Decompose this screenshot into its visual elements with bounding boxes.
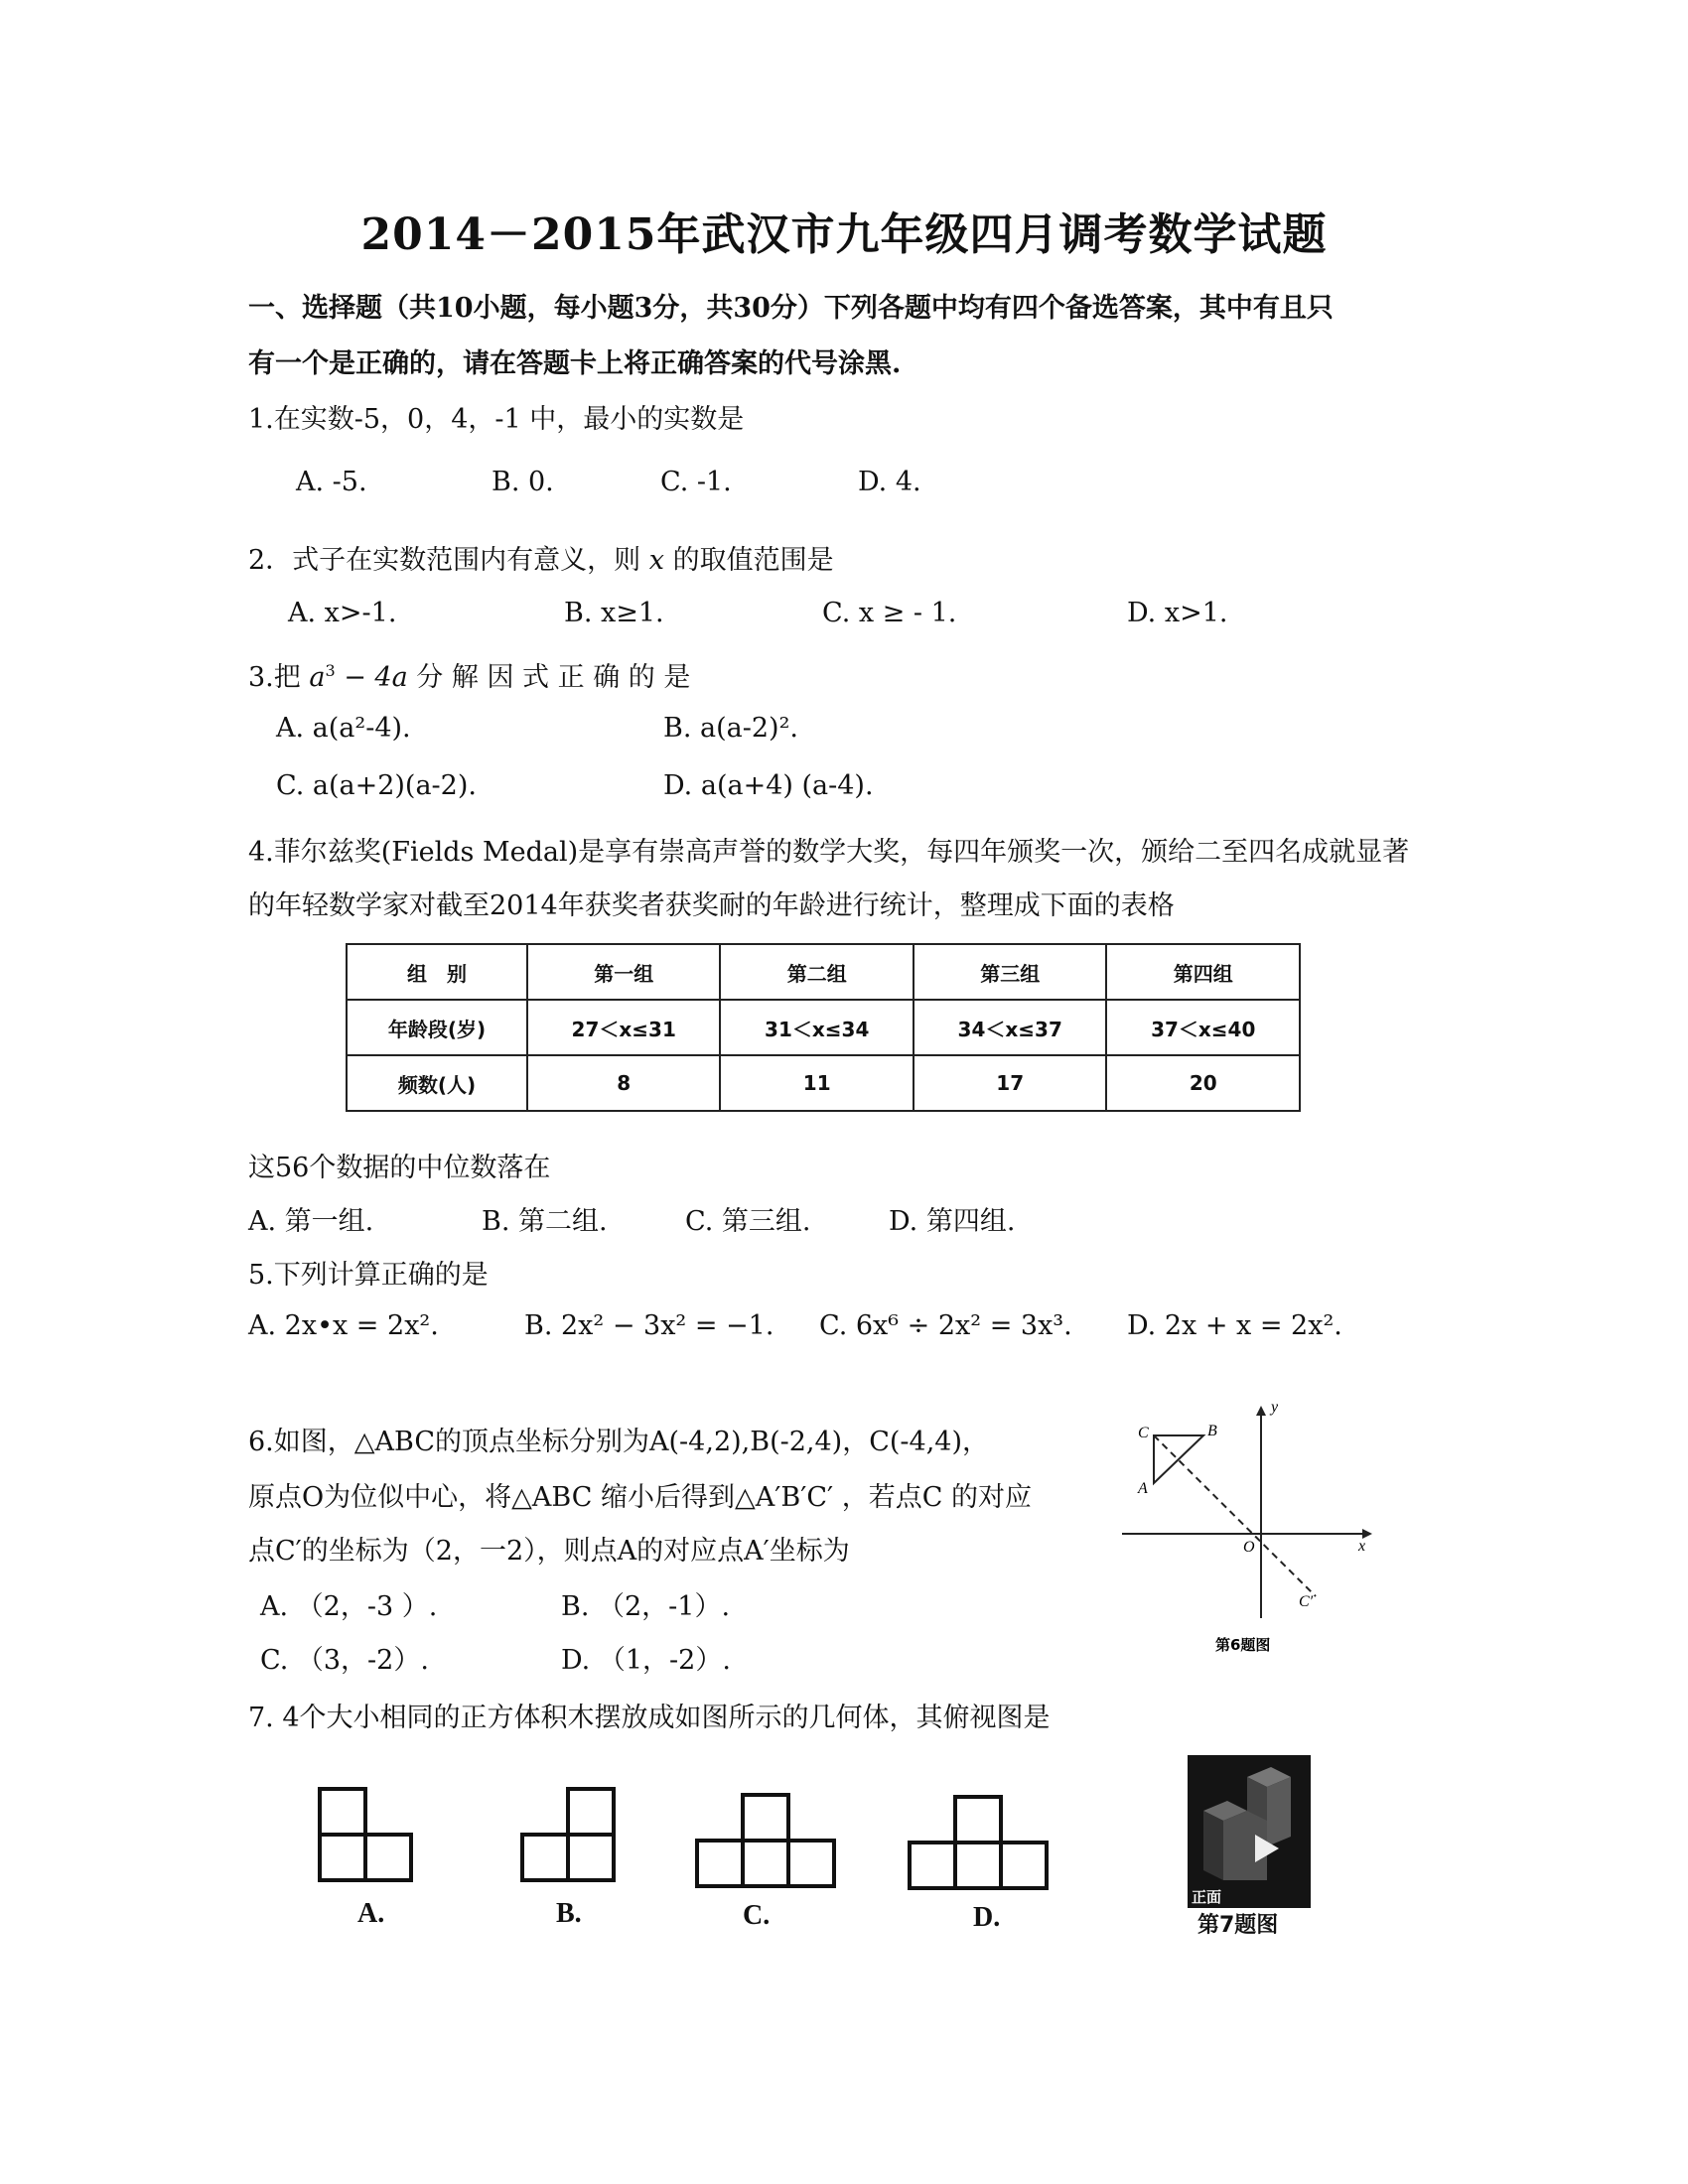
table-cell: 37＜x≤40 [1106, 1000, 1300, 1055]
q4-option-c: C. 第三组. [685, 1206, 811, 1237]
q4-option-a: A. 第一组. [248, 1206, 374, 1237]
q4-line1: 4.菲尔兹奖(Fields Medal)是享有崇高声誉的数学大奖，每四年颁奖一次，颁给二至四名成就显著 [248, 837, 1410, 868]
q5-option-c: C. 6x⁶ ÷ 2x² = 3x³. [819, 1310, 1072, 1341]
label-c-prime: C′ [1299, 1593, 1314, 1610]
label-b: B [1207, 1423, 1217, 1439]
table-cell: 11 [720, 1055, 914, 1111]
cube-square [566, 1787, 616, 1837]
table-cell: 第四组 [1106, 944, 1300, 1000]
q7-option-b-label: B. [556, 1898, 582, 1929]
q3-stem [248, 655, 690, 694]
cube-square [363, 1833, 413, 1882]
q5-option-b: B. 2x² − 3x² = −1. [524, 1310, 774, 1341]
q3-stem-before: 3.把 [248, 662, 310, 693]
q5-option-d: D. 2x + x = 2x². [1127, 1310, 1342, 1341]
front-label: 正面 [1192, 1888, 1222, 1906]
q1-option-b: B. 0. [492, 467, 554, 497]
cube-square [741, 1839, 790, 1888]
cube-square [999, 1841, 1049, 1890]
cube-square [695, 1839, 745, 1888]
table-cell: 组 别 [347, 944, 527, 1000]
frequency-table [346, 943, 1301, 1112]
cube-square [566, 1833, 616, 1882]
cube-square [318, 1787, 367, 1837]
q7-option-c-label: C. [743, 1900, 771, 1931]
q3-stem-after: 分 解 因 式 正 确 的 是 [407, 662, 691, 693]
cube-square [908, 1841, 957, 1890]
q5-stem: 5.下列计算正确的是 [248, 1260, 489, 1291]
q5-option-a: A. 2x•x = 2x². [248, 1310, 439, 1341]
q6-option-c: C. （3，-2）. [260, 1645, 429, 1676]
cube-square [786, 1839, 836, 1888]
triangle-abc [1154, 1435, 1203, 1483]
q3-option-b: B. a(a-2)². [663, 713, 798, 744]
table-cell: 20 [1106, 1055, 1300, 1111]
cube-side [1203, 1811, 1223, 1880]
q6-option-a: A. （2，-3 ）. [260, 1591, 438, 1622]
q1-option-d: D. 4. [858, 467, 921, 497]
q4-option-d: D. 第四组. [889, 1206, 1016, 1237]
section-heading-line2: 有一个是正确的，请在答题卡上将正确答案的代号涂黑. [248, 348, 902, 379]
q7-stem: 7. 4个大小相同的正方体积木摆放成如图所示的几何体，其俯视图是 [248, 1703, 1051, 1733]
q6-line2: 原点O为位似中心，将△ABC 缩小后得到△A′B′C′ ，若点C 的对应 [248, 1482, 1032, 1513]
y-axis-arrow [1256, 1406, 1266, 1416]
q7-figure-caption: 第7题图 [1197, 1913, 1279, 1938]
q2-option-a: A. x>-1. [288, 598, 397, 628]
section-heading-line1: 一、选择题（共10小题，每小题3分，共30分）下列各题中均有四个备选答案，其中有且只 [248, 293, 1334, 324]
cube-square [953, 1841, 1003, 1890]
cube-square [953, 1795, 1003, 1844]
q4-option-b: B. 第二组. [482, 1206, 608, 1237]
q6-figure-caption: 第6题图 [1215, 1636, 1271, 1654]
q7-cube-figure [1188, 1755, 1311, 1908]
q3-expr: a [309, 662, 326, 693]
q1-option-c: C. -1. [660, 467, 732, 497]
q2-option-d: D. x>1. [1127, 598, 1228, 628]
cube-front [1267, 1777, 1291, 1846]
table-cell: 年龄段(岁) [347, 1000, 527, 1055]
q1-option-a: A. -5. [296, 467, 367, 497]
table-cell: 频数(人) [347, 1055, 527, 1111]
q6-line3: 点C′的坐标为（2，一2），则点A的对应点A′坐标为 [248, 1536, 850, 1567]
q7-option-a-label: A. [357, 1898, 385, 1929]
q2-variable: x [648, 545, 664, 576]
q4-line2: 的年轻数学家对截至2014年获奖者获奖耐的年龄进行统计，整理成下面的表格 [248, 890, 1175, 921]
table-cell: 34＜x≤37 [914, 1000, 1107, 1055]
label-origin: O [1243, 1539, 1255, 1556]
q3-expr-sup: 3 [325, 661, 336, 680]
q3-option-c: C. a(a+2)(a-2). [276, 770, 477, 801]
q2-option-b: B. x≥1. [564, 598, 664, 628]
table-row [347, 1055, 1300, 1111]
table-row [347, 1000, 1300, 1055]
q3-option-a: A. a(a²-4). [276, 713, 411, 744]
table-cell: 17 [914, 1055, 1107, 1111]
cube-square [741, 1793, 790, 1843]
q6-coordinate-figure [1112, 1390, 1390, 1678]
table-cell: 第三组 [914, 944, 1107, 1000]
q3-expr-after: − 4a [335, 662, 408, 693]
q3-option-d: D. a(a+4) (a-4). [663, 770, 874, 801]
label-a: A [1138, 1480, 1148, 1497]
table-cell: 第一组 [527, 944, 721, 1000]
q4-line3: 这56个数据的中位数落在 [248, 1153, 551, 1183]
label-x: x [1358, 1538, 1366, 1555]
table-row [347, 944, 1300, 1000]
cube-square [318, 1833, 367, 1882]
table-cell: 第二组 [720, 944, 914, 1000]
q1-stem: 1.在实数-5，0，4，-1 中，最小的实数是 [248, 404, 745, 435]
label-c: C [1138, 1425, 1149, 1441]
q2-stem [248, 538, 834, 577]
q2-stem-after: 的取值范围是 [664, 545, 834, 576]
q6-option-b: B. （2，-1）. [561, 1591, 731, 1622]
table-cell: 8 [527, 1055, 721, 1111]
table-cell: 31＜x≤34 [720, 1000, 914, 1055]
cube-square [520, 1833, 570, 1882]
q2-stem-before: 2．式子在实数范围内有意义，则 [248, 545, 649, 576]
page-title: 2014－2015年武汉市九年级四月调考数学试题 [360, 209, 1328, 260]
label-y: y [1271, 1399, 1279, 1416]
q6-option-d: D. （1，-2）. [561, 1645, 731, 1676]
q6-line1: 6.如图，△ABC的顶点坐标分别为A(-4,2),B(-2,4)，C(-4,4)， [248, 1427, 989, 1457]
table-cell: 27＜x≤31 [527, 1000, 721, 1055]
q2-option-c: C. x ≥ - 1. [822, 598, 957, 628]
q7-option-d-label: D. [973, 1902, 1001, 1933]
